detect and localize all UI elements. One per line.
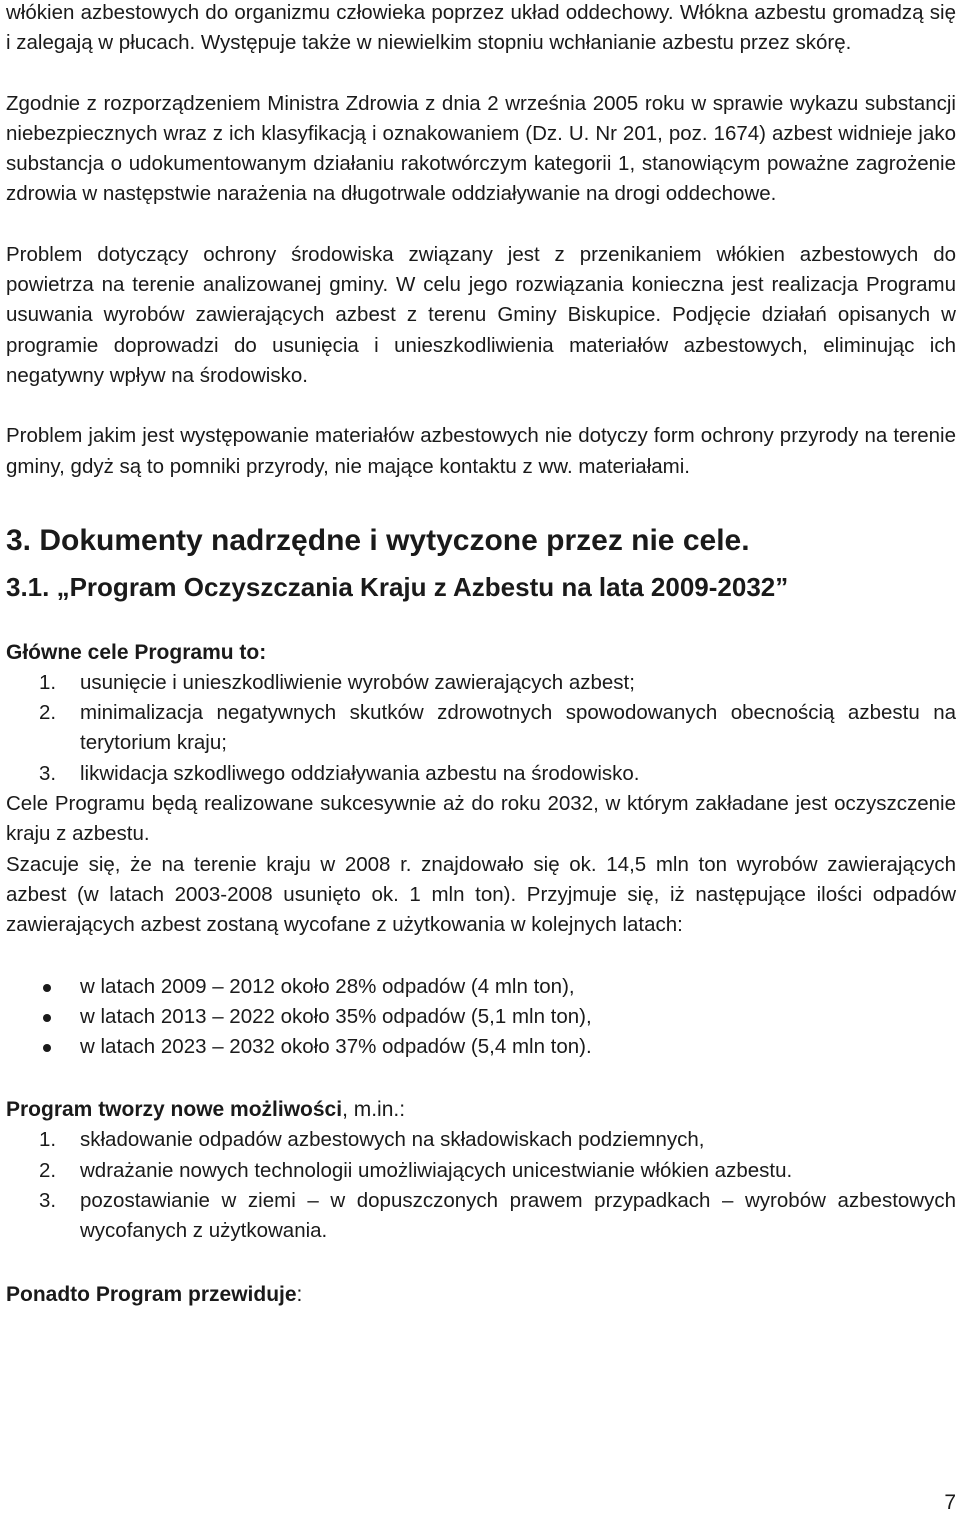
list-number: 1. — [39, 1128, 57, 1152]
list-item — [6, 759, 956, 789]
provides-heading-rest: : — [296, 1282, 303, 1306]
list-item-text: w latach 2013 – 2022 około 35% odpadów (5,1 mln ton), — [80, 1004, 592, 1028]
list-item — [6, 1125, 956, 1155]
list-item — [6, 1002, 956, 1032]
list-item-text: likwidacja szkodliwego oddziaływania azbestu na środowisko. — [80, 761, 640, 785]
paragraph-estimate: Szacuje się, że na terenie kraju w 2008 r. znajdowało się ok. 14,5 mln ton wyrobów zawierających azbest (w latach 2003-2008 usunięto ok. 1 mln ton). Przyjmuje się, iż następujące ilości odpadów zawierających azbest zostaną wycofane z użytkowania w kolejnych latach: — [6, 852, 956, 937]
list-number: 1. — [39, 670, 57, 694]
list-item-text: pozostawianie w ziemi – w dopuszczonych prawem przypadkach – wyrobów azbestowych wycofanych z użytkowania. — [80, 1189, 956, 1243]
opportunities-heading — [6, 1095, 956, 1125]
list-item-text: wdrażanie nowych technologii umożliwiających unicestwianie włókien azbestu. — [80, 1158, 793, 1182]
list-item — [6, 1156, 956, 1186]
provides-heading-bold: Ponadto Program przewiduje — [6, 1282, 297, 1306]
paragraph-regulation: Zgodnie z rozporządzeniem Ministra Zdrowia z dnia 2 września 2005 roku w sprawie wykazu substancji niebezpiecznych wraz z ich klasyfikacją i oznakowaniem (Dz. U. Nr 201, poz. 1674) azbest widnieje jako substancja o udokumentowanym działaniu rakotwórczym kategorii 1, stanowiącym poważne zagrożenie zdrowia w następstwie narażenia na długotrwale oddziaływanie na drogi oddechowe. — [6, 91, 956, 206]
list-item-text: minimalizacja negatywnych skutków zdrowotnych spowodowanych obecnością azbestu na terytorium kraju; — [80, 701, 956, 755]
list-number: 3. — [39, 761, 57, 785]
list-number: 2. — [39, 1158, 57, 1182]
list-item — [6, 1032, 956, 1062]
periods-list — [6, 972, 956, 1063]
paragraph-goals-realization: Cele Programu będą realizowane sukcesywnie aż do roku 2032, w którym zakładane jest oczyszczenie kraju z azbestu. — [6, 792, 956, 846]
goals-heading: Główne cele Programu to: — [6, 640, 267, 664]
paragraph-inhalation: włókien azbestowych do organizmu człowieka poprzez układ oddechowy. Włókna azbestu gromadzą się i zalegają w płucach. Występuje także w niewielkim stopniu wchłanianie azbestu przez skórę. — [6, 1, 956, 55]
provides-heading — [6, 1280, 956, 1310]
list-number: 3. — [39, 1189, 57, 1213]
bullet-icon — [43, 984, 51, 992]
list-item — [6, 668, 956, 698]
list-item-text: składowanie odpadów azbestowych na składowiskach podziemnych, — [80, 1128, 705, 1152]
list-item — [6, 1186, 956, 1247]
opportunities-list — [6, 1125, 956, 1246]
list-item-text: usunięcie i unieszkodliwienie wyrobów zawierających azbest; — [80, 670, 635, 694]
opportunities-heading-bold: Program tworzy nowe możliwości — [6, 1098, 343, 1122]
paragraph-nature-protection: Problem jakim jest występowanie materiałów azbestowych nie dotyczy form ochrony przyrody na terenie gminy, gdyż są to pomniki przyrody, nie mające kontaktu z ww. materiałami. — [6, 424, 956, 478]
subsection-heading: 3.1. „Program Oczyszczania Kraju z Azbestu na lata 2009-2032” — [6, 571, 789, 602]
list-item-text: w latach 2023 – 2032 około 37% odpadów (5,4 mln ton). — [80, 1035, 592, 1059]
list-item — [6, 698, 956, 759]
goals-list — [6, 668, 956, 789]
page-number: 7 — [944, 1491, 956, 1514]
bullet-icon — [43, 1044, 51, 1052]
section-heading: 3. Dokumenty nadrzędne i wytyczone przez nie cele. — [6, 523, 750, 557]
list-item-text: w latach 2009 – 2012 około 28% odpadów (4 mln ton), — [80, 974, 575, 998]
paragraph-environment-problem: Problem dotyczący ochrony środowiska związany jest z przenikaniem włókien azbestowych do powietrza na terenie analizowanej gminy. W celu jego rozwiązania konieczna jest realizacja Programu usuwania wyrobów zawierających azbest z terenu Gminy Biskupice. Podjęcie działań opisanych w programie doprowadzi do usunięcia i unieszkodliwienia materiałów azbestowych, eliminując ich negatywny wpływ na środowisko. — [6, 242, 956, 387]
list-number: 2. — [39, 701, 57, 725]
document-page — [6, 0, 956, 1310]
list-item — [6, 972, 956, 1002]
bullet-icon — [43, 1014, 51, 1022]
opportunities-heading-rest: , m.in.: — [342, 1098, 406, 1122]
